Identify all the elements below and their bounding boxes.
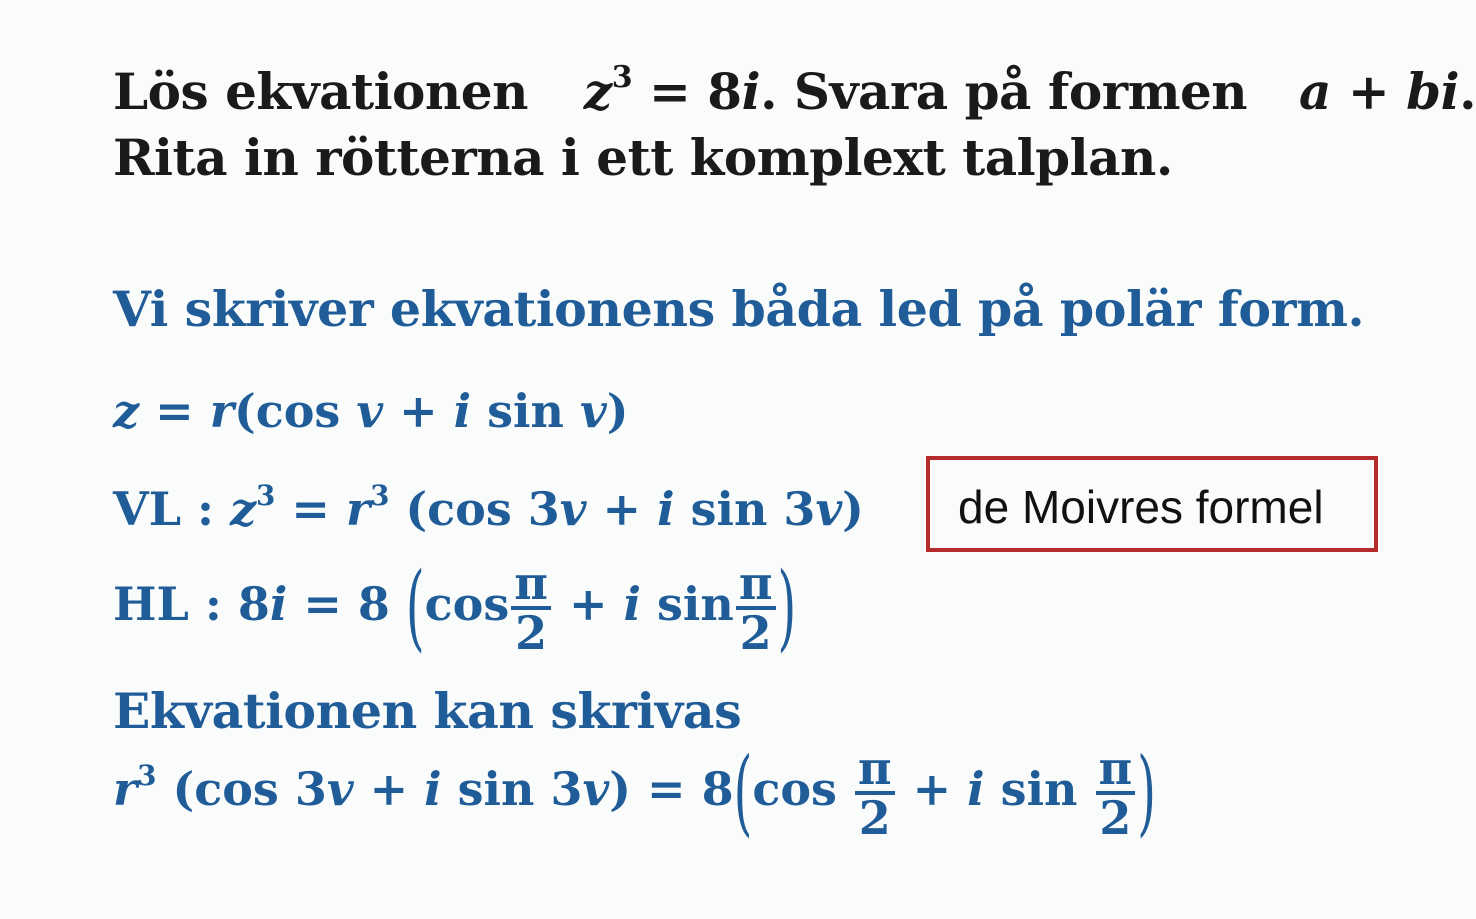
var-i: i — [623, 577, 641, 631]
var-v: v — [815, 482, 843, 536]
plus-sign: + — [568, 577, 608, 631]
cos: cos — [752, 762, 837, 816]
de-moivre-label: de Moivres formel — [958, 481, 1324, 533]
var-i: i — [453, 384, 472, 438]
period: . — [1459, 62, 1476, 121]
intro-sentence: Vi skriver ekvationens båda led på polär form. — [113, 280, 1365, 338]
numerator: π — [1098, 741, 1133, 795]
eq-r: = r — [291, 482, 371, 536]
problem-mid: . Svara på formen — [760, 62, 1248, 121]
var-i: i — [741, 62, 761, 121]
sin: sin — [1000, 762, 1078, 816]
plus-sign: + — [399, 384, 438, 438]
close-equals-8: ) = 8 — [609, 762, 734, 816]
var-z: z — [113, 384, 140, 438]
can-be-written-text: Ekvationen kan skrivas — [113, 682, 742, 740]
open-cos: (cos — [233, 384, 341, 438]
numerator: π — [857, 741, 892, 795]
open-cos: (cos 3 — [405, 482, 560, 536]
problem-line-1 — [113, 62, 1476, 121]
sin: sin — [487, 384, 564, 438]
exponent: 3 — [611, 60, 633, 96]
var-i: i — [657, 482, 675, 536]
eq-r: = r — [155, 384, 234, 438]
plus-sign: + — [602, 482, 642, 536]
denominator: 2 — [855, 791, 895, 841]
var-i: i — [424, 762, 442, 816]
fraction-pi-over-2 — [511, 556, 551, 660]
sin: sin — [657, 577, 734, 631]
equation-vl — [113, 479, 864, 536]
close-paren: ) — [606, 384, 629, 438]
exponent: 3 — [137, 759, 157, 793]
cos: cos — [424, 577, 510, 631]
sin: sin 3 — [690, 482, 816, 536]
equation-hl — [113, 553, 797, 663]
sin: sin 3 — [457, 762, 583, 816]
denominator: 2 — [736, 606, 776, 656]
right-paren: ) — [1137, 738, 1156, 848]
plus-sign: + — [369, 762, 409, 816]
vl-label: VL : — [113, 482, 215, 536]
hl-label: HL : 8 — [113, 577, 270, 631]
numerator: π — [738, 556, 773, 610]
denominator: 2 — [511, 606, 551, 656]
var-v: v — [579, 384, 607, 438]
fraction-pi-over-2 — [1096, 741, 1136, 845]
var-r: r — [113, 762, 138, 816]
equation-polar-form — [113, 384, 628, 438]
fraction-pi-over-2 — [855, 741, 895, 845]
numerator: π — [514, 556, 548, 610]
plus-sign: + — [1347, 62, 1390, 121]
exponent: 3 — [256, 479, 276, 513]
var-bi: bi — [1406, 62, 1460, 121]
denominator: 2 — [1096, 791, 1136, 841]
exponent: 3 — [370, 479, 390, 513]
fraction-pi-over-2 — [736, 556, 776, 660]
right-paren: ) — [777, 553, 797, 663]
open-cos: (cos 3 — [172, 762, 327, 816]
var-z: z — [583, 62, 612, 121]
var-i: i — [269, 577, 288, 631]
var-v: v — [559, 482, 587, 536]
var-i: i — [967, 762, 985, 816]
equation-final — [113, 738, 1156, 848]
plus-sign: + — [912, 762, 952, 816]
close-paren: ) — [842, 482, 864, 536]
var-v: v — [326, 762, 354, 816]
problem-line-2: Rita in rötterna i ett komplext talplan. — [113, 128, 1173, 187]
left-paren: ( — [405, 553, 425, 663]
equation-rhs: = 8 — [648, 62, 742, 121]
left-paren: ( — [733, 738, 753, 848]
var-a: a — [1298, 62, 1331, 121]
var-v: v — [356, 384, 384, 438]
equals-8: = 8 — [303, 577, 390, 631]
problem-text: Lös ekvationen — [113, 62, 528, 121]
var-v: v — [582, 762, 610, 816]
de-moivre-label-box — [926, 456, 1378, 552]
var-z: z — [230, 482, 257, 536]
